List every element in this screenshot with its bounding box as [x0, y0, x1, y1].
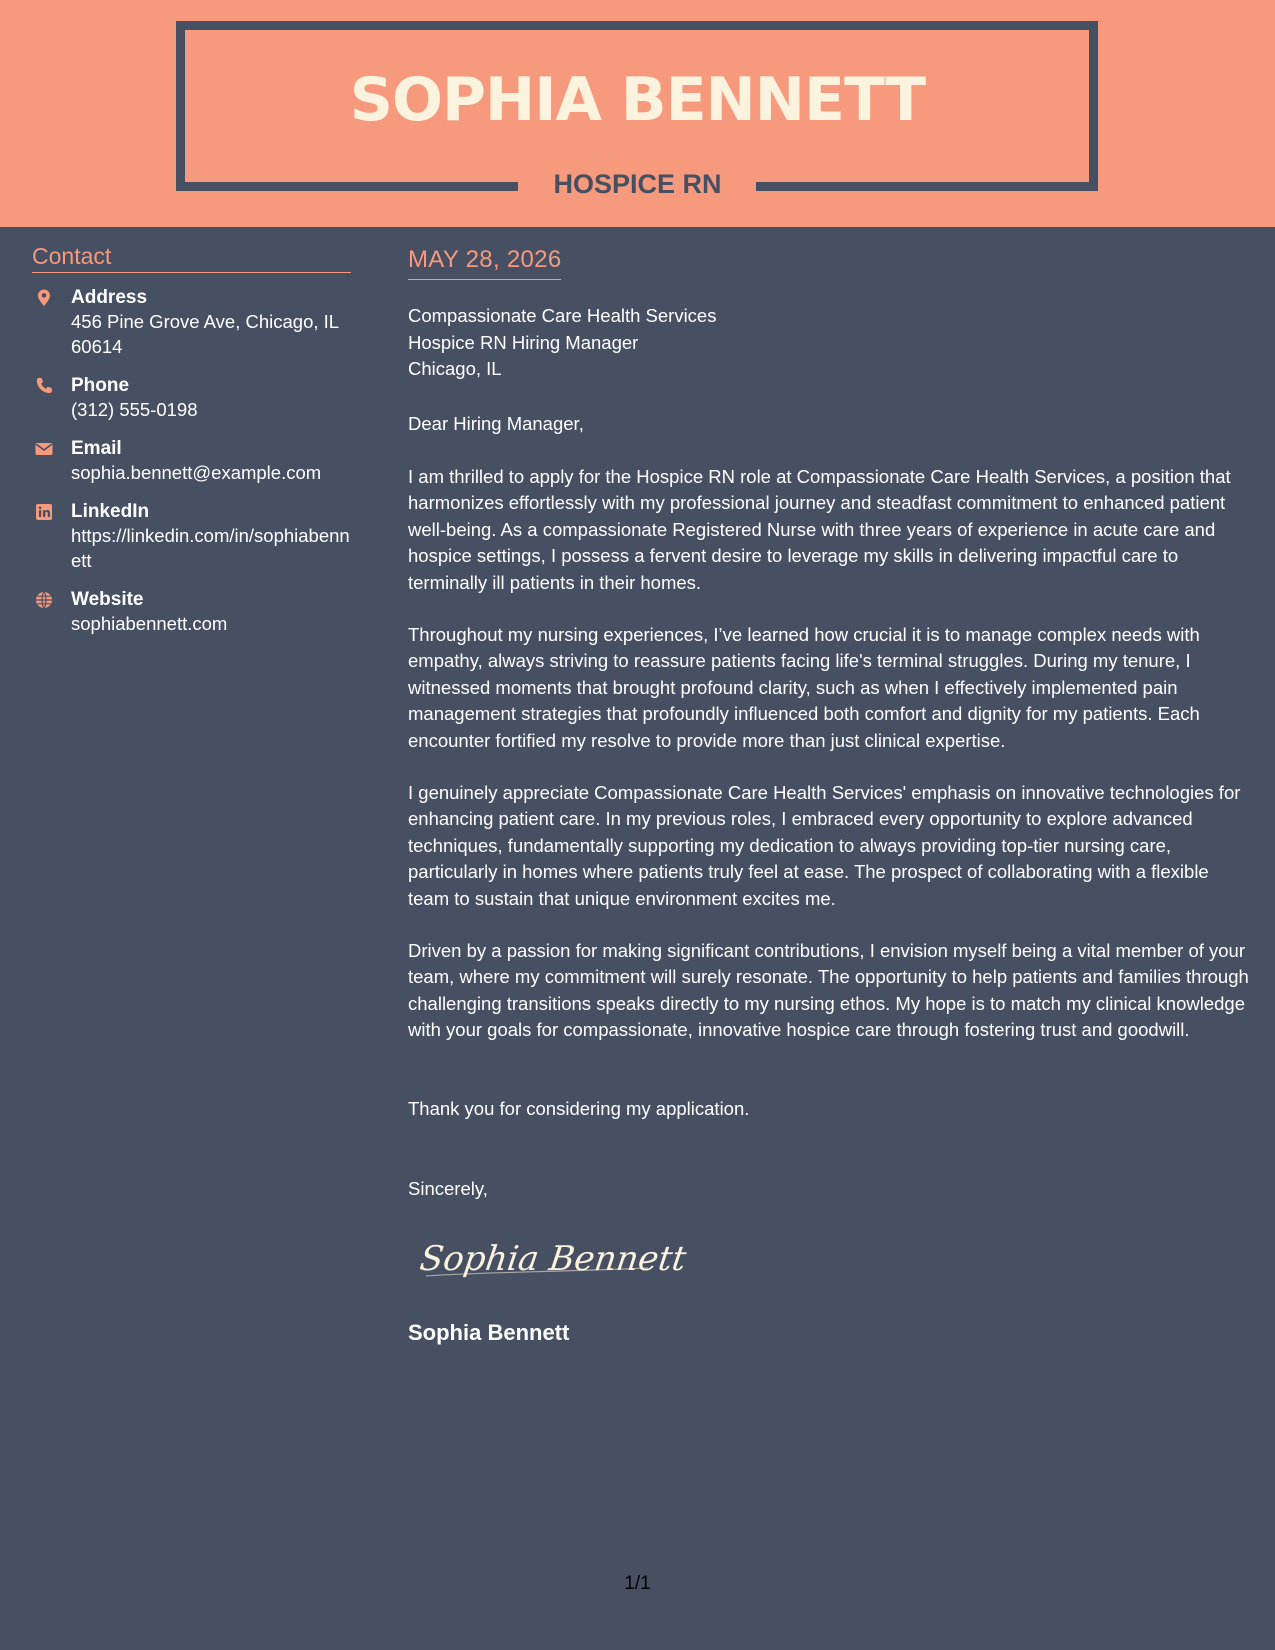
salutation: Dear Hiring Manager, [408, 413, 584, 434]
contact-value: 456 Pine Grove Ave, Chicago, IL 60614 [71, 311, 339, 357]
body-paragraph: I genuinely appreciate Compassionate Care Health Services' emphasis on innovative technologies for enhancing patient care. In my previous roles, I embraced every opportunity to explore advanced techniques, fundamentally supporting my dedication to always providing top-tier nursing care, particularly in homes where patients truly feel at ease. The prospect of collaborating with a flexible team to sustain that unique environment excites me. [408, 782, 1241, 909]
signed-name: Sophia Bennett [408, 1320, 570, 1345]
contact-label: Address [71, 287, 148, 308]
body-paragraph: Thank you for considering my application. [408, 1098, 750, 1119]
letter-date: MAY 28, 2026 [408, 245, 561, 280]
recipient-role: Hospice RN Hiring Manager [408, 331, 639, 353]
phone-icon [34, 376, 54, 396]
recipient-block [408, 303, 716, 383]
page-number: 1/1 [624, 1573, 651, 1594]
globe-icon [34, 590, 54, 610]
body-paragraph: Throughout my nursing experiences, I’ve learned how crucial it is to manage complex needs with empathy, always striving to reassure patients facing life's terminal struggles. During my tenure, I witnessed moments that brought profound clarity, such as when I effectively implemented pain management strategies that profoundly influenced both comfort and dignity for my patients. Each encounter fortified my resolve to provide more than just clinical expertise. [408, 624, 1200, 751]
contact-label: Website [71, 589, 144, 610]
signature-text: Sophia Bennett [417, 1239, 689, 1279]
contact-value: (312) 555-0198 [71, 399, 198, 420]
recipient-company: Compassionate Care Health Services [408, 305, 717, 326]
website-url[interactable]: sophiabennett.com [71, 613, 228, 634]
envelope-icon [34, 439, 54, 459]
linkedin-url[interactable]: https://linkedin.com/in/sophiabennett [71, 525, 350, 571]
recipient-location: Chicago, IL [408, 358, 502, 379]
contact-label: Email [71, 438, 122, 459]
contact-label: Phone [71, 375, 130, 396]
body-paragraph: Driven by a passion for making significant contributions, I envision myself being a vital member of your team, where my commitment will surely resonate. The opportunity to help patients and families through challenging transitions speaks directly to my nursing ethos. My hope is to match my clinical knowledge with your goals for compassionate, innovative hospice care through fostering trust and goodwill. [408, 940, 1249, 1041]
applicant-name: SOPHIA BENNETT [349, 65, 926, 135]
contact-heading: Contact [32, 242, 351, 273]
contact-value: sophia.bennett@example.com [71, 462, 322, 483]
contact-label: LinkedIn [71, 501, 150, 522]
linkedin-icon [34, 502, 54, 522]
closing: Sincerely, [408, 1178, 488, 1199]
handwritten-signature [417, 1232, 689, 1288]
body-paragraph: I am thrilled to apply for the Hospice RN role at Compassionate Care Health Services, a position that harmonizes effortlessly with my professional journey and steadfast commitment to enhanced patient well-being. As a compassionate Registered Nurse with three years of experience in acute care and hospice settings, I possess a fervent desire to leverage my skills in delivering impactful care to terminally ill patients in their homes. [408, 466, 1231, 593]
job-title: HOSPICE RN [553, 169, 722, 199]
map-pin-icon [34, 288, 54, 308]
header-banner [0, 0, 1275, 227]
